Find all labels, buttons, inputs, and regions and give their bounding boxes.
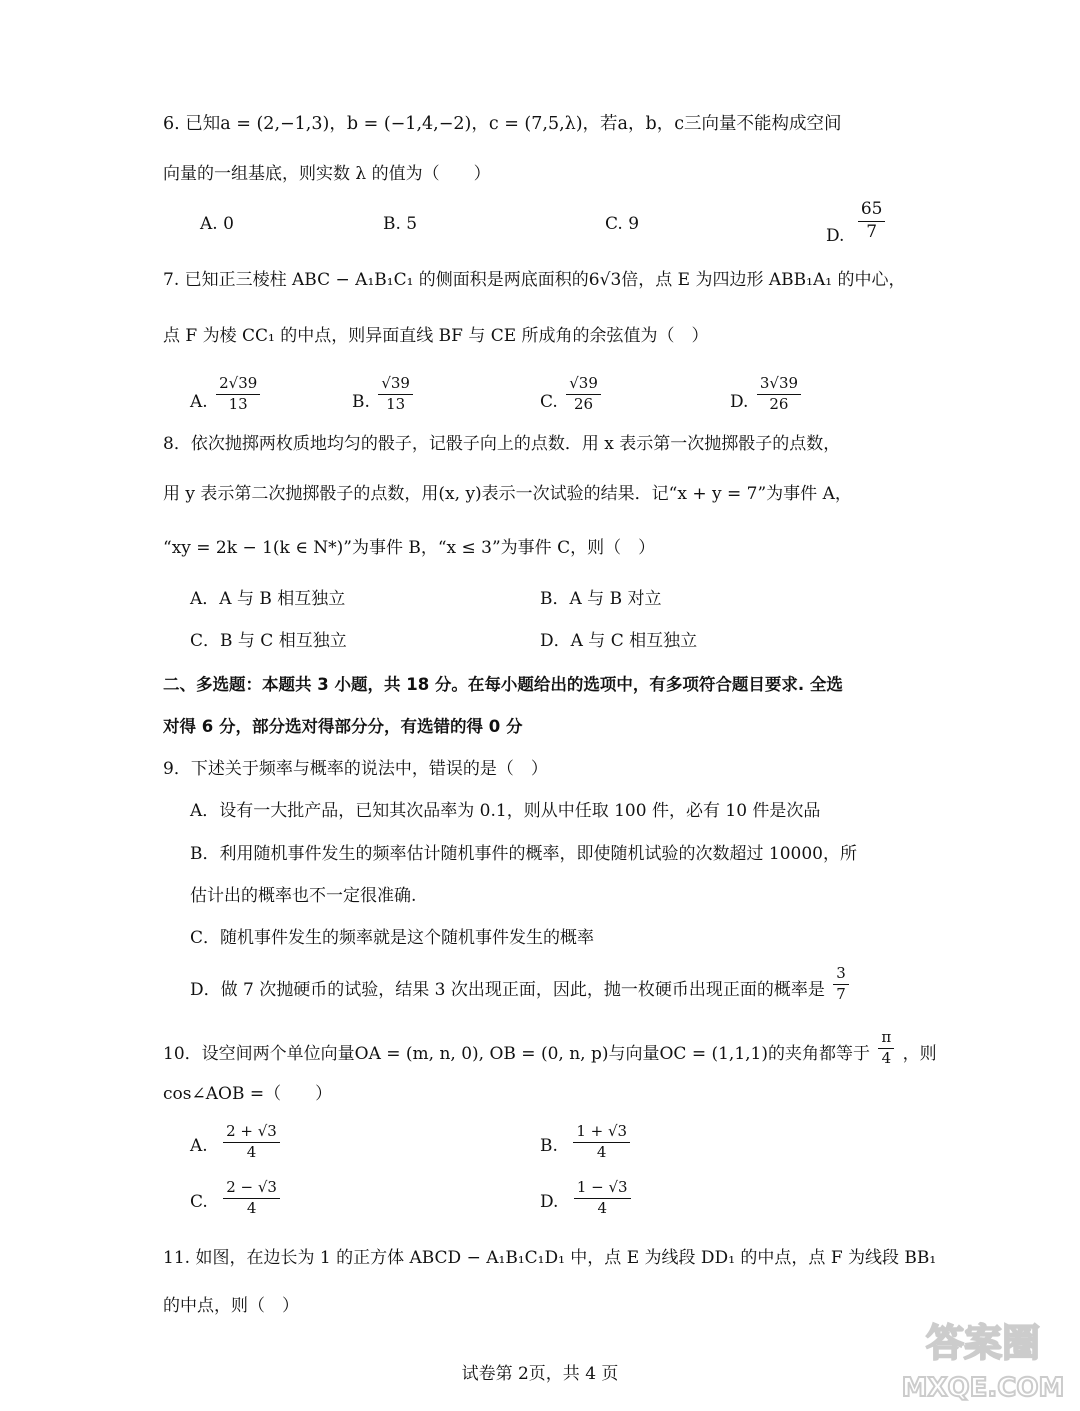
- q8-line1: 8．依次抛掷两枚质地均匀的骰子，记骰子向上的点数．用 x 表示第一次抛掷骰子的点数，: [163, 434, 841, 454]
- q9-option-b: B．利用随机事件发生的频率估计随机事件的概率，即使随机试验的次数超过 10000，所: [190, 844, 857, 864]
- section2-heading: 二、多选题：本题共 3 小题，共 18 分。在每小题给出的选项中，有多项符合题目要求. 全选: [163, 675, 843, 694]
- q6-option-d: D. $\frac{65}{7}$: [826, 201, 888, 242]
- q9-stem: 9．下述关于频率与概率的说法中，错误的是（ ）: [163, 759, 548, 779]
- q10-option-c: C. $\frac{2 - √3}{4}$: [190, 1180, 283, 1217]
- q10-option-a: A. $\frac{2 + √3}{4}$: [190, 1124, 283, 1161]
- q6-line2: 向量的一组基底，则实数 λ 的值为（ ）: [163, 164, 491, 184]
- svg-text:答案圈: 答案圈: [925, 1321, 1041, 1365]
- q10-option-b: B. $\frac{1 + √3}{4}$: [540, 1124, 633, 1161]
- q10-line1: 10．设空间两个单位向量OA = (m, n, 0), OB = (0, n, p)与向量OC = (1,1,1)的夹角都等于 $\frac{\pi}{4}$ ，则: [163, 1028, 937, 1067]
- q8-option-a: A．A 与 B 相互独立: [190, 589, 346, 609]
- q6-option-c: C. 9: [605, 214, 640, 234]
- q7-line2: 点 F 为棱 CC₁ 的中点，则异面直线 BF 与 CE 所成角的余弦值为（ ）: [163, 326, 709, 346]
- q11-line1: 11. 如图，在边长为 1 的正方体 ABCD − A₁B₁C₁D₁ 中，点 E 为线段 DD₁ 的中点，点 F 为线段 BB₁: [163, 1248, 937, 1268]
- q6-line1: 6. 已知a = (2,−1,3)，b = (−1,4,−2)，c = (7,5,λ)，若a，b，c三向量不能构成空间: [163, 114, 842, 134]
- q7-option-c: C. $\frac{√39}{26}$: [540, 376, 604, 413]
- q8-option-c: C．B 与 C 相互独立: [190, 631, 347, 651]
- q10-option-d: D. $\frac{1 - √3}{4}$: [540, 1180, 634, 1217]
- page-footer: 试卷第 2页，共 4 页: [461, 1364, 619, 1384]
- q9-option-a: A．设有一大批产品，已知其次品率为 0.1，则从中任取 100 件，必有 10 件是次品: [190, 801, 821, 821]
- q7-option-a: A. $\frac{2√39}{13}$: [190, 376, 263, 413]
- q8-line2: 用 y 表示第二次抛掷骰子的点数，用(x, y)表示一次试验的结果．记“x + y = 7”为事件 A，: [163, 484, 852, 504]
- q9-option-b-cont: 估计出的概率也不一定很准确.: [190, 886, 417, 906]
- q8-option-b: B．A 与 B 对立: [540, 589, 662, 609]
- watermark-logo: [898, 1306, 1068, 1406]
- svg-text:MXQE.COM: MXQE.COM: [901, 1373, 1065, 1403]
- q6-option-b: B. 5: [383, 214, 418, 234]
- q9-option-d: D．做 7 次抛硬币的试验，结果 3 次出现正面，因此，抛一枚硬币出现正面的概率是 $\frac{3}{7}$: [190, 966, 852, 1003]
- q7-line1: 7. 已知正三棱柱 ABC − A₁B₁C₁ 的侧面积是两底面积的6√3倍，点 E 为四边形 ABB₁A₁ 的中心，: [163, 270, 906, 290]
- q7-option-d: D. $\frac{3√39}{26}$: [730, 376, 804, 413]
- section2-heading-line2: 对得 6 分，部分选对得部分分，有选错的得 0 分: [163, 717, 523, 736]
- q11-line2: 的中点，则（ ）: [163, 1296, 299, 1316]
- q9-option-c: C．随机事件发生的频率就是这个随机事件发生的概率: [190, 928, 595, 948]
- q8-option-d: D．A 与 C 相互独立: [540, 631, 698, 651]
- q6-option-a: A. 0: [200, 214, 234, 234]
- q10-line2: cos∠AOB =（ ）: [163, 1084, 333, 1104]
- q8-line3: “xy = 2k − 1(k ∈ N*)”为事件 B，“x ≤ 3”为事件 C，则（ ）: [163, 538, 656, 558]
- q7-option-b: B. $\frac{√39}{13}$: [352, 376, 416, 413]
